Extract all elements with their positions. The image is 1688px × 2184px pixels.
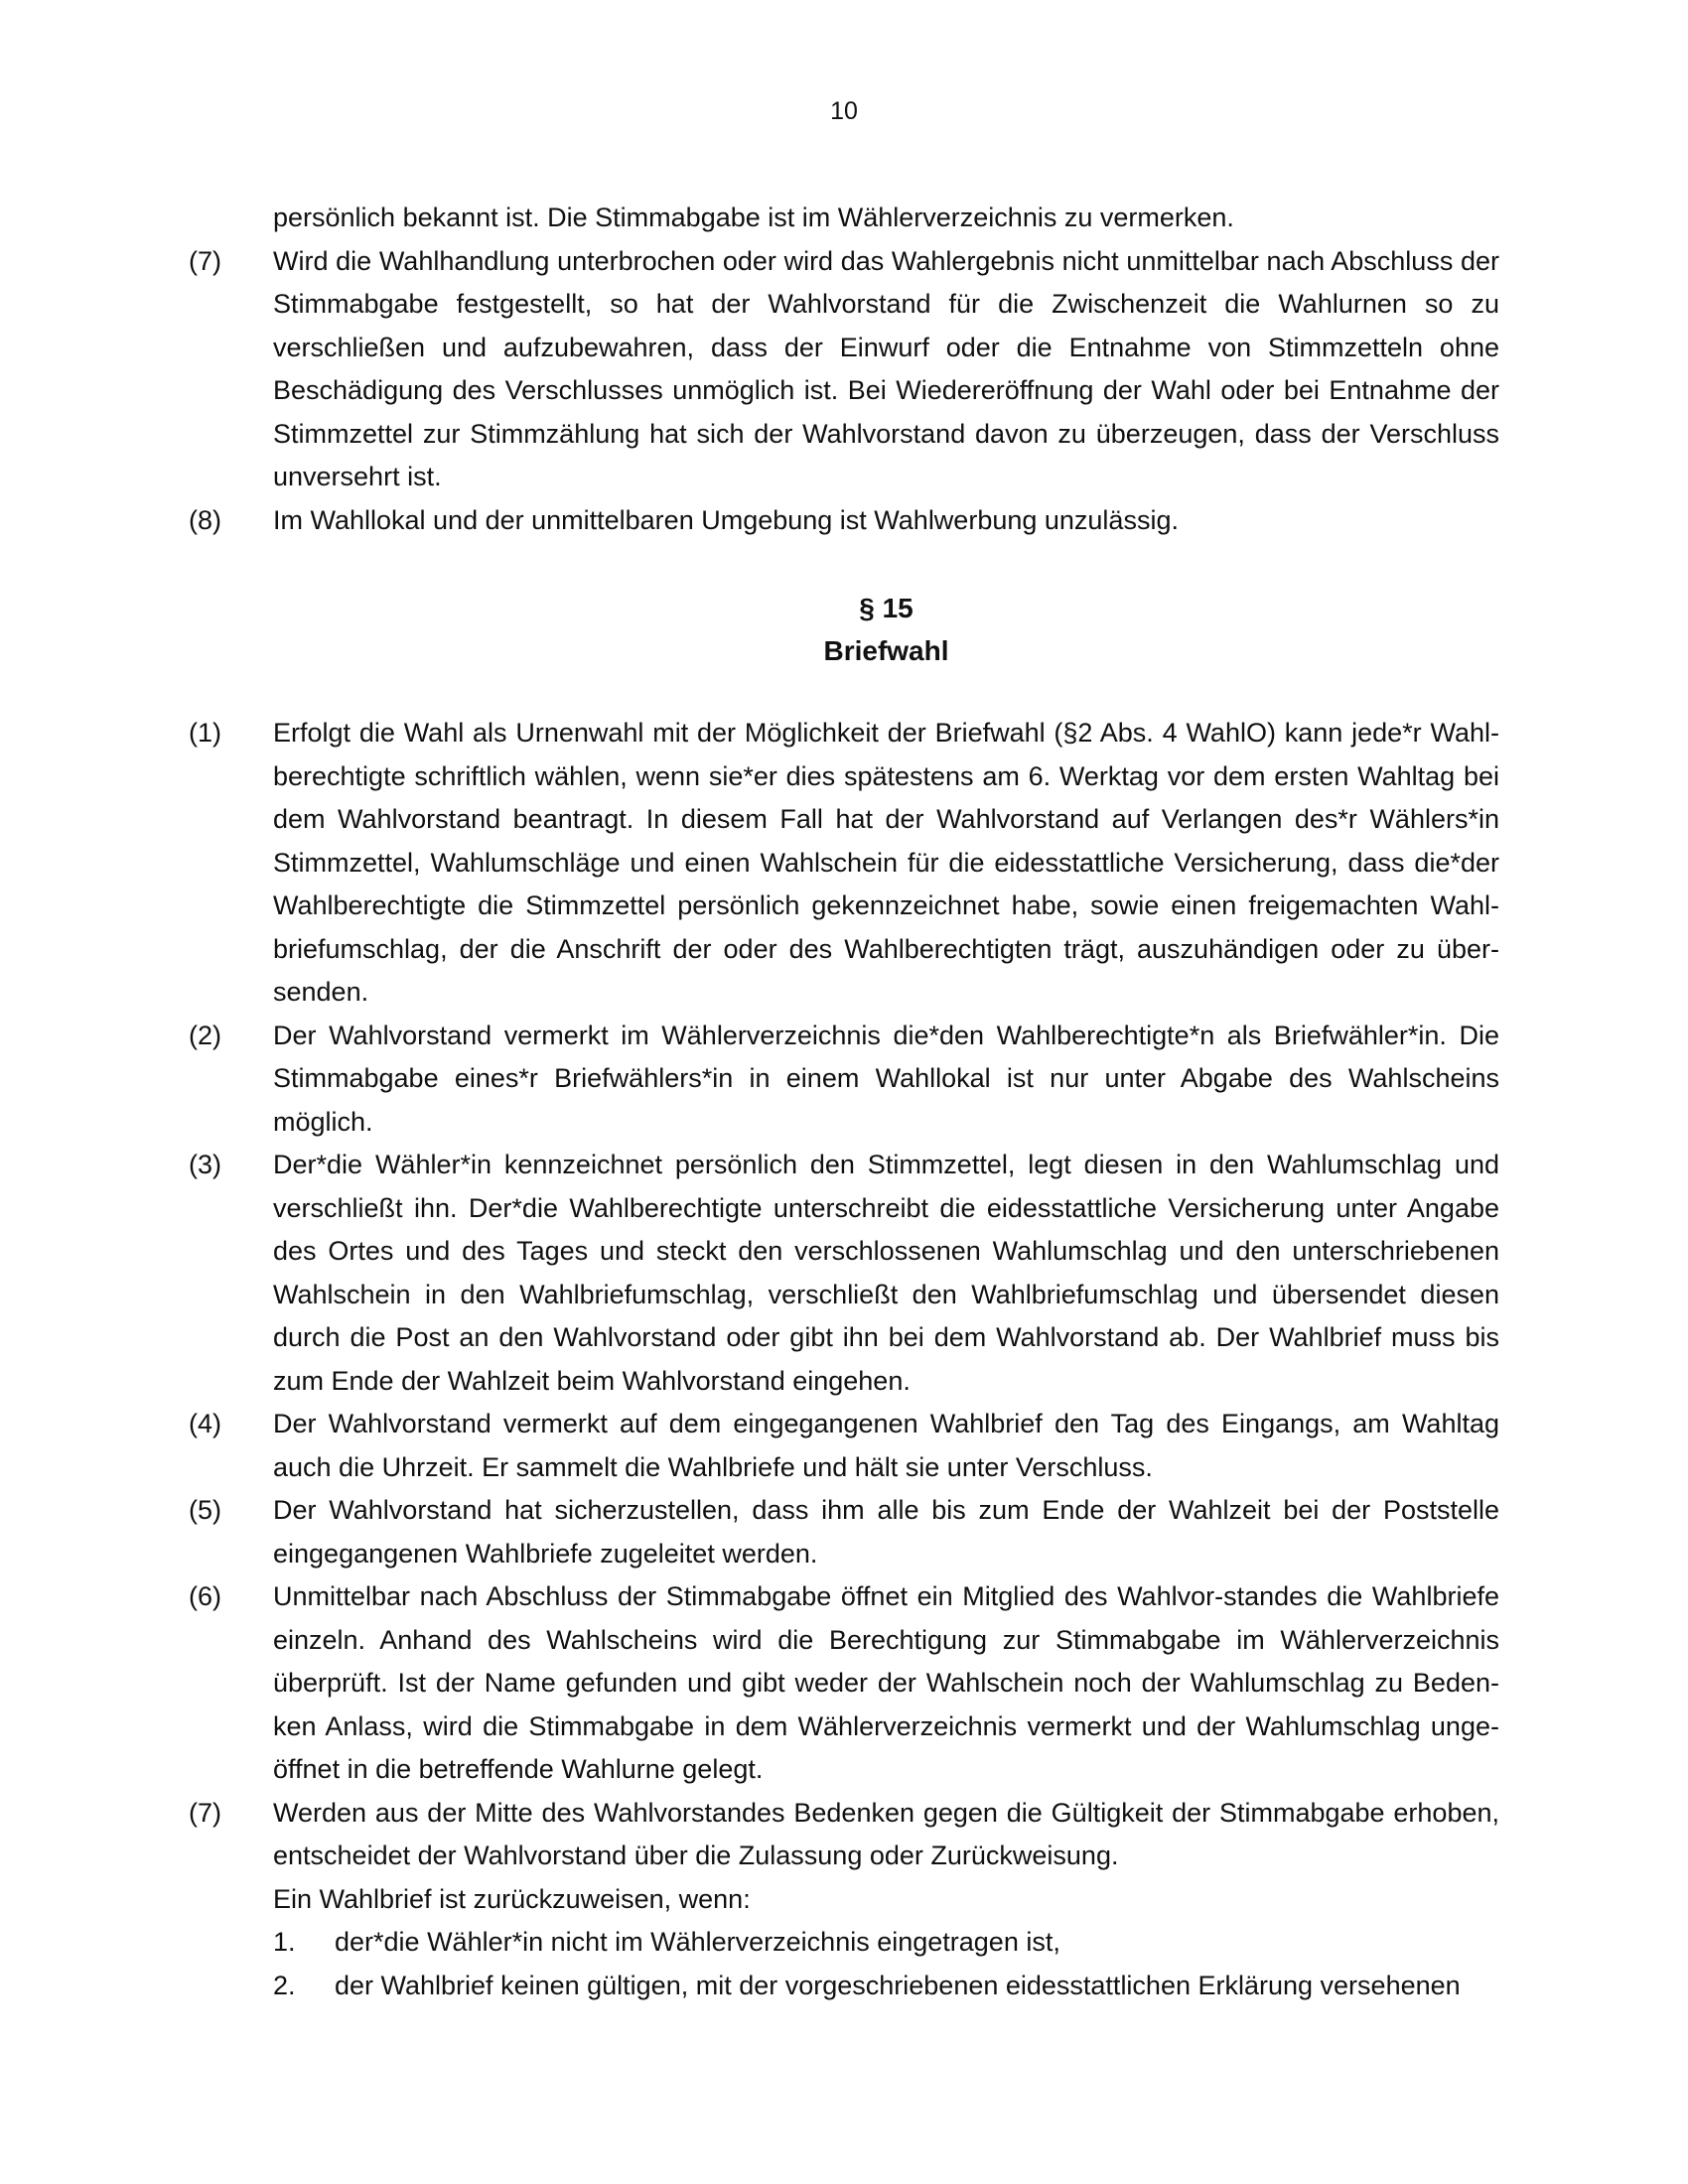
paragraph-number: (2) xyxy=(189,1020,221,1050)
paragraph-number: (5) xyxy=(189,1495,221,1525)
paragraph-number: (7) xyxy=(189,245,221,276)
section-number: § 15 xyxy=(859,593,914,623)
paragraph-number: (6) xyxy=(189,1581,221,1611)
list-item-number: 2. xyxy=(273,1970,296,2000)
paragraph-text: Der Wahlvorstand vermerkt auf dem eingegangenen Wahlbrief den Tag des Eingangs, am Wahltag auch die Uhrzeit. Er sammelt die Wahlbriefe und hält sie unter Verschluss. xyxy=(273,1409,1499,1482)
paragraph-text: Der Wahlvorstand vermerkt im Wählerverzeichnis die*den Wahlberechtigte*n als Briefwähler*in. Die Stimmabgabe eines*r Briefwählers*in in einem Wahllokal ist nur unter Abgabe des Wahlscheins möglich. xyxy=(273,1020,1499,1137)
paragraph-text: Im Wahllokal und der unmittelbaren Umgebung ist Wahlwerbung unzulässig. xyxy=(273,504,1179,535)
prev-paragraph-8 xyxy=(189,499,1499,543)
intro-continuation: persönlich bekannt ist. Die Stimmabgabe ist im Wählerverzeichnis zu vermerken. xyxy=(273,203,1234,232)
paragraph-number: (1) xyxy=(189,718,221,748)
paragraph-text: Unmittelbar nach Abschluss der Stimmabgabe öffnet ein Mitglied des Wahlvor-standes die Wahlbriefe einzeln. Anhand des Wahlscheins wird die Berechtigung zur Stimmabgabe im Wählerverzeichnis überprüft. Ist der Name gefunden und gibt weder der Wahlschein noch der Wahlumschlag zu Bedenken Anlass, wird die Stimmabgabe in dem Wählerverzeichnis vermerkt und der Wahlumschlag ungeöffnet in die betreffende Wahlurne gelegt. xyxy=(273,1581,1499,1784)
paragraph-5 xyxy=(189,1489,1499,1575)
paragraph-number: (7) xyxy=(189,1797,221,1828)
list-item-number: 1. xyxy=(273,1927,296,1957)
list-item-text: der Wahlbrief keinen gültigen, mit der vorgeschriebenen eidesstattlichen Erklärung versehenen xyxy=(335,1970,1461,2000)
paragraph-number: (8) xyxy=(189,504,221,535)
paragraph-4 xyxy=(189,1403,1499,1489)
rejection-intro: Ein Wahlbrief ist zurückzuweisen, wenn: xyxy=(273,1883,751,1914)
list-item xyxy=(273,1921,1499,1965)
section-heading xyxy=(189,587,1499,672)
list-item xyxy=(273,1965,1499,2008)
paragraph-number: (3) xyxy=(189,1150,221,1179)
paragraph-1 xyxy=(189,712,1499,1015)
paragraph-2 xyxy=(189,1015,1499,1145)
paragraph-text: Wird die Wahlhandlung unterbrochen oder wird das Wahlergebnis nicht unmittelbar nach Abschluss der Stimmabgabe festgestellt, so hat der Wahlvorstand für die Zwischenzeit die Wahlurnen so zu verschließen und aufzubewahren, dass der Einwurf oder die Entnahme von Stimmzetteln ohne Beschädigung des Verschlusses unmöglich ist. Bei Wiedereröffnung der Wahl oder bei Entnahme der Stimmzettel zur Stimmzählung hat sich der Wahlvorstand davon zu überzeugen, dass der Verschluss unversehrt ist. xyxy=(273,245,1499,491)
prev-paragraph-7 xyxy=(189,240,1499,499)
page-number: 10 xyxy=(830,97,858,125)
paragraph-text: Der*die Wähler*in kennzeichnet persönlich den Stimmzettel, legt diesen in den Wahlumschlag und verschließt ihn. Der*die Wahlberechtigte unterschreibt die eidesstattliche Versicherung unter Angabe des Ortes und des Tages und steckt den verschlossenen Wahlumschlag und den unterschriebenen Wahlschein in den Wahlbriefumschlag, verschließt den Wahlbriefumschlag und übersendet diesen durch die Post an den Wahlvorstand oder gibt ihn bei dem Wahlvorstand ab. Der Wahlbrief muss bis zum Ende der Wahlzeit beim Wahlvorstand eingehen. xyxy=(273,1150,1499,1396)
rejection-list xyxy=(189,1921,1499,2007)
paragraph-text: Erfolgt die Wahl als Urnenwahl mit der Möglichkeit der Briefwahl (§2 Abs. 4 WahlO) kann jede*r Wahlberechtigte schriftlich wählen, wenn sie*er dies spätestens am 6. Werktag vor dem ersten Wahltag bei dem Wahlvorstand beantragt. In diesem Fall hat der Wahlvorstand auf Verlangen des*r Wählers*in Stimmzettel, Wahlumschläge und einen Wahlschein für die eidesstattliche Versicherung, dass die*der Wahlberechtigte die Stimmzettel persönlich gekennzeichnet habe, sowie einen freigemachten Wahlbriefumschlag, der die Anschrift der oder des Wahlberechtigten trägt, auszuhändigen oder zu übersenden. xyxy=(273,718,1499,1007)
document-body xyxy=(189,197,1499,2007)
paragraph-6 xyxy=(189,1575,1499,1792)
paragraph-text: Werden aus der Mitte des Wahlvorstandes Bedenken gegen die Gültigkeit der Stimmabgabe erhoben, entscheidet der Wahlvorstand über die Zulassung oder Zurückweisung. xyxy=(273,1797,1499,1870)
paragraph-7 xyxy=(189,1792,1499,1878)
paragraph-3 xyxy=(189,1144,1499,1403)
list-item-text: der*die Wähler*in nicht im Wählerverzeichnis eingetragen ist, xyxy=(335,1927,1060,1957)
paragraph-text: Der Wahlvorstand hat sicherzustellen, dass ihm alle bis zum Ende der Wahlzeit bei der Poststelle eingegangenen Wahlbriefe zugeleitet werden. xyxy=(273,1495,1499,1569)
section-title: Briefwahl xyxy=(823,635,949,666)
paragraph-number: (4) xyxy=(189,1409,221,1438)
